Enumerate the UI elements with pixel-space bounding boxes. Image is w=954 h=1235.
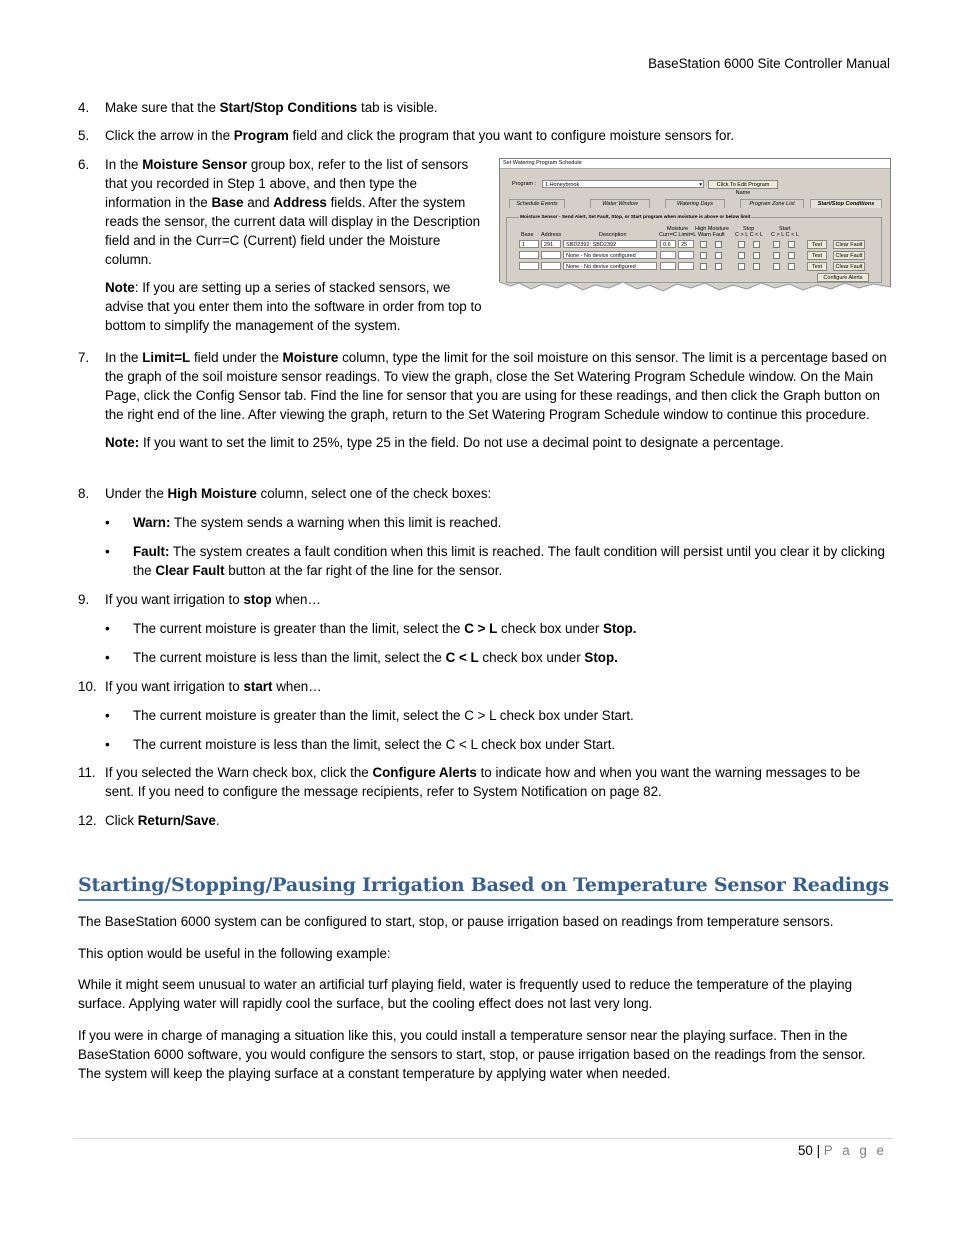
col-curr-limit: Curr=C Limit=L: [659, 232, 697, 238]
step-6: 6. In the Moisture Sensor group box, refer to the list of sensors that you recorded in Step 1 above, and then type the information in the Base and Address fields. After the system reads the sensor, the current data will display in the Description field and in the Curr=C (Current) field under the Moisture column. Note: If you are setting up a series of stacked sensors, we advise that you enter them into the software in order from top to bottom to simplify the management of the system.: [78, 155, 488, 335]
description-field: SBD2392: SBD2392: [563, 240, 657, 248]
fault-checkbox[interactable]: [715, 252, 722, 259]
stop-lt-checkbox[interactable]: [753, 252, 760, 259]
fault-checkbox[interactable]: [715, 263, 722, 270]
page-word: P a g e: [823, 1143, 887, 1158]
bullet-fault: • Fault: The system creates a fault condition when this limit is reached. The fault condition will persist until you clear it by clicking the Clear Fault button at the far right of the line for the sensor.: [105, 544, 885, 578]
paragraph: This option would be useful in the following example:: [78, 946, 391, 961]
watering-schedule-screenshot: [499, 158, 891, 293]
start-gt-checkbox[interactable]: [773, 252, 780, 259]
paragraph: While it might seem unusual to water an artificial turf playing field, water is frequently used to reduce the temperature of the playing surface. Applying water will rapidly cool the surface, but the cooling effect does not last very long.: [78, 977, 853, 1011]
step-5: 5. Click the arrow in the Program field and click the program that you want to configure moisture sensors for.: [78, 128, 734, 143]
col-description: Description: [599, 232, 627, 238]
col-base: Base: [521, 232, 534, 238]
base-field[interactable]: 1: [519, 240, 539, 248]
tab-water-window[interactable]: Water Window: [590, 199, 650, 208]
tab-start-stop-conditions[interactable]: Start/Stop Conditions: [810, 199, 882, 208]
curr-field: [660, 251, 676, 259]
start-gt-checkbox[interactable]: [773, 263, 780, 270]
limit-field[interactable]: [678, 251, 694, 259]
moisture-sensor-group: [506, 217, 882, 283]
start-lt-checkbox[interactable]: [788, 241, 795, 248]
bullet-start-lt: • The current moisture is less than the limit, select the C < L check box under Start.: [105, 737, 616, 752]
stop-lt-checkbox[interactable]: [753, 263, 760, 270]
step-number: 7.: [78, 350, 90, 365]
step-12: 12. Click Return/Save.: [78, 813, 220, 828]
group-title: Moisture Sensor - Send Alert, Set Fault, Stop, or Start program when moisture is above or below limit: [520, 215, 751, 220]
col-stop: Stop: [743, 226, 755, 232]
stop-gt-checkbox[interactable]: [738, 263, 745, 270]
warn-checkbox[interactable]: [700, 241, 707, 248]
address-field[interactable]: 291: [541, 240, 561, 248]
page-number: 50: [797, 1143, 813, 1158]
program-select[interactable]: 1 Honeybrook ▾: [542, 180, 704, 188]
configure-alerts-button[interactable]: Configure Alerts: [817, 273, 869, 282]
step-number: 12.: [78, 813, 97, 828]
fault-checkbox[interactable]: [715, 241, 722, 248]
step-7: 7. In the Limit=L field under the Moisture column, type the limit for the soil moisture on this sensor. The limit is a percentage based on the graph of the soil moisture sensor readings. To view the graph, close the Set Watering Program Schedule window. On the Main Page, click the Config Sensor tab. Find the line for sensor that you are using for these readings, and then click the Graph button on the right end of the line. After viewing the graph, return to the Set Watering Program Schedule window to continue this procedure. Note: If you want to set the limit to 25%, type 25 in the field. Do not use a decimal point to designate a percentage.: [78, 348, 890, 452]
start-lt-checkbox[interactable]: [788, 252, 795, 259]
test-button[interactable]: Test: [807, 262, 827, 271]
col-start-sub: C > L C < L: [771, 232, 799, 238]
bullet-stop-gt: • The current moisture is greater than the limit, select the C > L check box under Stop.: [105, 621, 637, 636]
step-number: 6.: [78, 157, 90, 172]
address-field[interactable]: [541, 251, 561, 259]
clear-fault-button[interactable]: Clear Fault: [833, 240, 865, 249]
step-9: 9. If you want irrigation to stop when…: [78, 592, 321, 607]
running-header: BaseStation 6000 Site Controller Manual: [648, 56, 890, 71]
col-start: Start: [779, 226, 791, 232]
warn-checkbox[interactable]: [700, 263, 707, 270]
tab-watering-days[interactable]: Watering Days: [665, 199, 725, 208]
step-7-note: Note: If you want to set the limit to 25%, type 25 in the field. Do not use a decimal point to designate a percentage.: [105, 435, 784, 450]
tab-schedule-events[interactable]: Schedule Events: [509, 199, 565, 208]
step-8: 8. Under the High Moisture column, select one of the check boxes:: [78, 486, 492, 501]
col-stop-sub: C > L C < L: [735, 232, 763, 238]
curr-field: 0.6: [660, 240, 676, 248]
bullet-warn: • Warn: The system sends a warning when this limit is reached.: [105, 515, 502, 530]
col-warn-fault: Warn Fault: [698, 232, 725, 238]
col-high-moisture: High Moisture: [695, 226, 729, 232]
footer-divider: [73, 1138, 893, 1139]
curr-field: [660, 262, 676, 270]
section-heading: Starting/Stopping/Pausing Irrigation Based on Temperature Sensor Readings: [78, 874, 893, 901]
step-number: 9.: [78, 592, 90, 607]
footer-separator: |: [816, 1143, 821, 1158]
paragraph: The BaseStation 6000 system can be configured to start, stop, or pause irrigation based on readings from temperature sensors.: [78, 914, 834, 929]
col-moisture: Moisture: [667, 226, 689, 232]
step-11: 11. If you selected the Warn check box, click the Configure Alerts to indicate how and when you want the warning messages to be sent. If you need to configure the message recipients, refer to System Notification on page 82.: [78, 765, 861, 799]
step-number: 4.: [78, 100, 90, 115]
step-4: 4. Make sure that the Start/Stop Conditions tab is visible.: [78, 100, 438, 115]
start-lt-checkbox[interactable]: [788, 263, 795, 270]
test-button[interactable]: Test: [807, 251, 827, 260]
warn-checkbox[interactable]: [700, 252, 707, 259]
program-label: Program :: [512, 181, 537, 187]
paragraph: If you were in charge of managing a situation like this, you could install a temperature sensor near the playing surface. Then in the BaseStation 6000 software, you would configure the sensors to start, stop, or pause irrigation based on the readings from the sensor. The system will keep the playing surface at a constant temperature by applying water when needed.: [78, 1028, 866, 1081]
step-number: 5.: [78, 128, 90, 143]
tab-program-zone-list[interactable]: Program Zone List: [740, 199, 804, 208]
bullet-stop-lt: • The current moisture is less than the limit, select the C < L check box under Stop.: [105, 650, 618, 665]
bullet-start-gt: • The current moisture is greater than the limit, select the C > L check box under Start.: [105, 708, 634, 723]
stop-lt-checkbox[interactable]: [753, 241, 760, 248]
stop-gt-checkbox[interactable]: [738, 252, 745, 259]
stop-gt-checkbox[interactable]: [738, 241, 745, 248]
step-number: 8.: [78, 486, 90, 501]
col-address: Address: [541, 232, 562, 238]
clear-fault-button[interactable]: Clear Fault: [833, 251, 865, 260]
window-title: Set Watering Program Schedule: [500, 159, 890, 169]
test-button[interactable]: Test: [807, 240, 827, 249]
description-field: None - No device configured: [563, 251, 657, 259]
clear-fault-button[interactable]: Clear Fault: [833, 262, 865, 271]
limit-field[interactable]: 25: [678, 240, 694, 248]
base-field[interactable]: [519, 251, 539, 259]
step-number: 11.: [78, 765, 96, 780]
step-6-note: Note: If you are setting up a series of stacked sensors, we advise that you enter them into the software in order from top to bottom to simplify the management of the system.: [105, 280, 482, 333]
description-field: None - No device configured: [563, 262, 657, 270]
page-footer: [798, 1143, 887, 1158]
torn-edge-graphic: [499, 280, 891, 296]
limit-field[interactable]: [678, 262, 694, 270]
base-field[interactable]: [519, 262, 539, 270]
step-number: 10.: [78, 679, 97, 694]
start-gt-checkbox[interactable]: [773, 241, 780, 248]
edit-program-name-button[interactable]: Click To Edit Program Name: [708, 180, 778, 189]
step-10: 10. If you want irrigation to start when…: [78, 679, 322, 694]
address-field[interactable]: [541, 262, 561, 270]
